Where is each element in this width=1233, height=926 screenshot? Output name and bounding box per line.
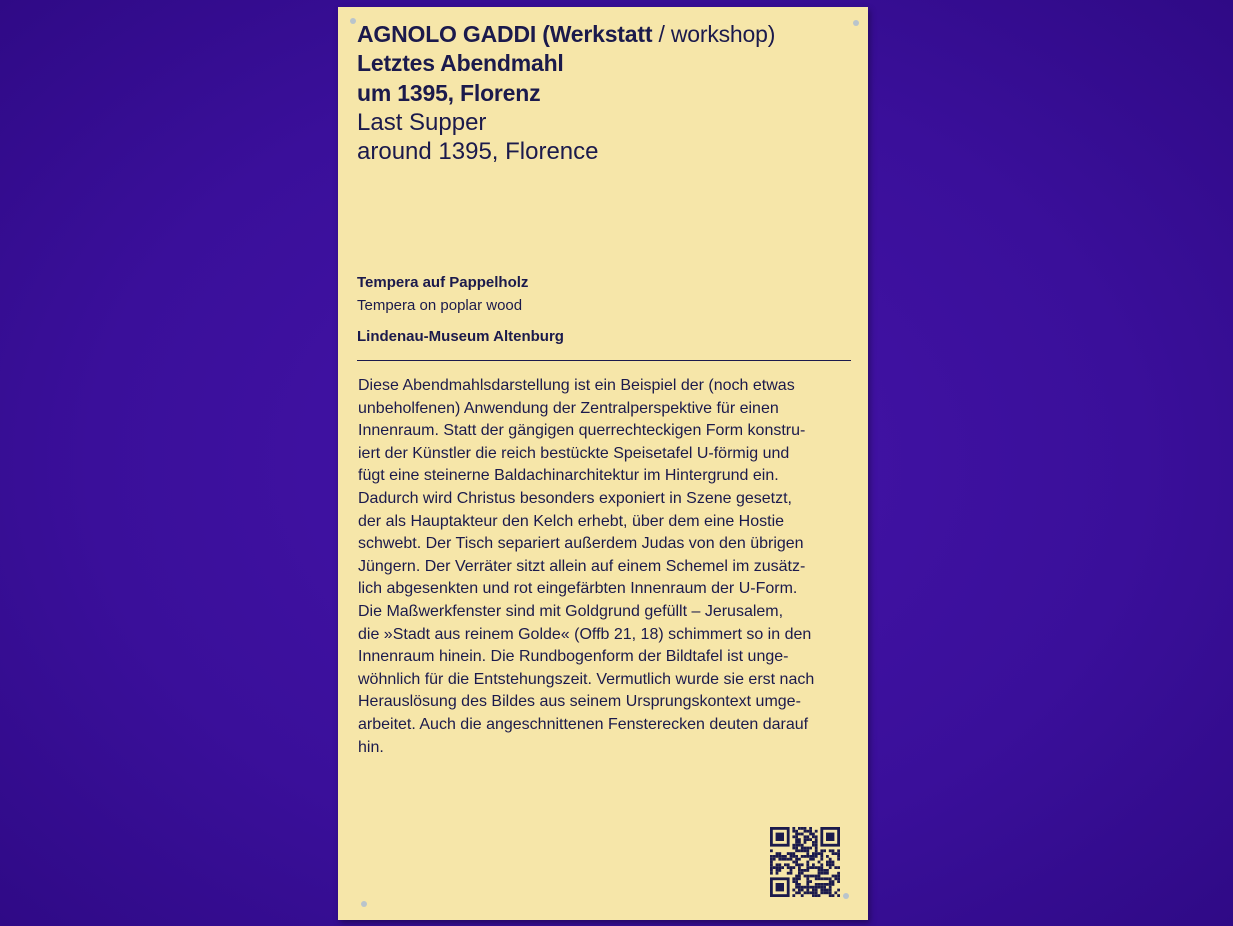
- pin-icon: [361, 901, 367, 907]
- description-line: Die Maßwerkfenster sind mit Goldgrund gefüllt – Jerusalem,: [358, 602, 784, 620]
- description-line: iert der Künstler die reich bestückte Speisetafel U-förmig und: [358, 444, 790, 462]
- title-en: Last Supper: [357, 109, 487, 136]
- description-line: die »Stadt aus reinem Golde« (Offb 21, 18) schimmert so in den: [358, 625, 812, 643]
- description-line: Dadurch wird Christus besonders exponiert in Szene gesetzt,: [358, 489, 792, 507]
- qr-code-icon: [770, 827, 840, 897]
- museum-label: [338, 7, 868, 920]
- description-line: hin.: [358, 738, 384, 756]
- description-line: Herauslösung des Bildes aus seinem Ursprungskontext umge-: [358, 693, 801, 711]
- description: [358, 375, 814, 759]
- description-line: Jüngern. Der Verräter sitzt allein auf einem Schemel im zusätz-: [358, 557, 806, 575]
- description-line: fügt eine steinerne Baldachinarchitektur im Hintergrund ein.: [358, 467, 779, 485]
- artist-name: AGNOLO GADDI (Werkstatt: [357, 21, 653, 47]
- description-line: lich abgesenkten und rot eingefärbten Innenraum der U-Form.: [358, 580, 798, 598]
- description-line: Innenraum hinein. Die Rundbogenform der Bildtafel ist unge-: [358, 648, 789, 666]
- description-line: wöhnlich für die Entstehungszeit. Vermutlich wurde sie erst nach: [358, 670, 815, 688]
- pin-icon: [350, 18, 356, 24]
- description-line: Innenraum. Statt der gängigen querrechteckigen Form konstru-: [358, 422, 806, 440]
- artist-name-en: / workshop): [658, 21, 776, 47]
- pin-icon: [843, 893, 849, 899]
- medium-de: Tempera auf Pappelholz: [357, 274, 529, 291]
- description-line: arbeitet. Auch die angeschnittenen Fensterecken deuten darauf: [358, 715, 809, 733]
- title-de: Letztes Abendmahl: [357, 50, 564, 76]
- medium-en: Tempera on poplar wood: [357, 297, 523, 314]
- date-en: around 1395, Florence: [357, 138, 599, 165]
- description-line: schwebt. Der Tisch separiert außerdem Judas von den übrigen: [358, 535, 804, 553]
- description-line: unbeholfenen) Anwendung der Zentralperspektive für einen: [358, 399, 779, 417]
- description-line: Diese Abendmahlsdarstellung ist ein Beispiel der (noch etwas: [358, 377, 795, 394]
- collection: Lindenau-Museum Altenburg: [357, 328, 564, 345]
- description-line: der als Hauptakteur den Kelch erhebt, über dem eine Hostie: [358, 512, 785, 530]
- pin-icon: [853, 20, 859, 26]
- divider: [357, 360, 851, 361]
- artist-line: [357, 21, 775, 48]
- date-de: um 1395, Florenz: [357, 80, 541, 106]
